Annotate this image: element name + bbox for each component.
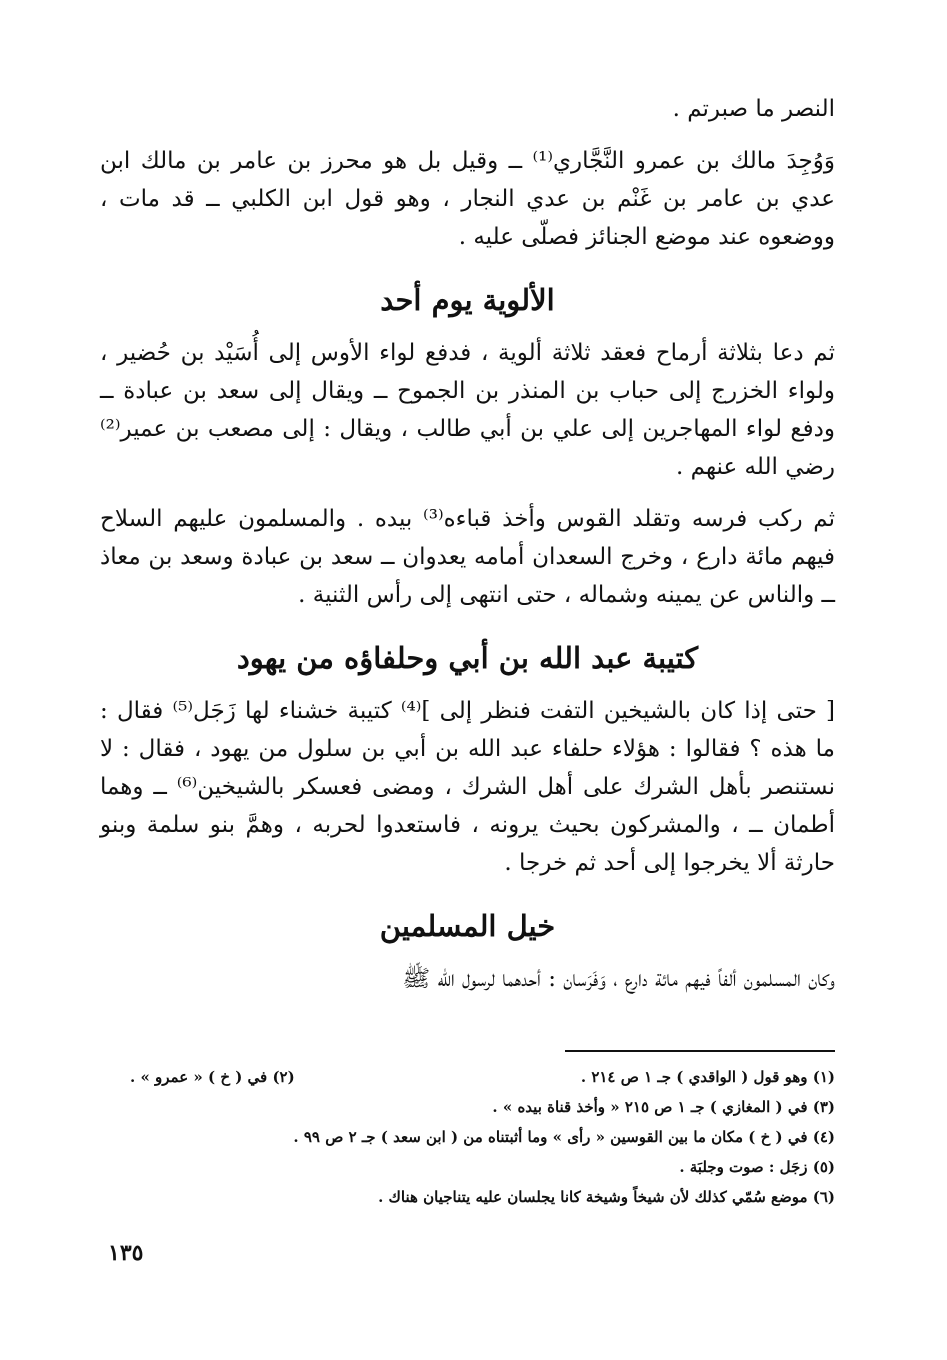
footnote-5: (٥) زجَل : صوت وجلبَة .: [679, 1158, 835, 1176]
section-heading-banners: الألوية يوم أحد: [380, 283, 555, 317]
footnote-1: (١) وهو قول ( الواقدي ) جـ ١ ص ٢١٤ .: [580, 1068, 835, 1086]
section-heading-abdullah-battalion: كتيبة عبد الله بن أبي وحلفاؤه من يهود: [236, 641, 699, 675]
section-heading-muslim-horses: خيل المسلمين: [379, 909, 556, 943]
footnote-2: (٢) في ( خ ) « عمرو » .: [130, 1068, 295, 1086]
paragraph-horses: وكان المسلمون ألفاً فيهم مائة دارع ، وَفَرَسان : أحدهما لرسول الله ﷺ: [402, 966, 835, 992]
paragraph-banners: ثم دعا بثلاثة أرماح فعقد ثلاثة ألوية ، فدفع لواء الأوس إلى أُسَيْد بن حُضير ، ولواء الخزرج إلى حباب بن المنذر بن الجموح ــ ويقال إلى سعد بن عبادة ــ ودفع لواء المهاجرين إلى علي بن أبي طالب ، ويقال : إلى مصعب بن عمير⁽²⁾ رضي الله عنهم .: [100, 340, 835, 480]
footnote-4: (٤) في ( خ ) مكان ما بين القوسين « رأى » وما أثبتناه من ( ابن سعد ) جـ ٢ ص ٩٩ .: [293, 1128, 835, 1146]
footnote-3: (٣) في ( المغازي ) جـ ١ ص ٢١٥ « وأخذ قناة بيده » .: [492, 1098, 835, 1116]
page-body: [100, 90, 835, 998]
paragraph-departure: ثم ركب فرسه وتقلد القوس وأخذ قباءه⁽³⁾ بيده . والمسلمون عليهم السلاح فيهم مائة دارع ، وخرج السعدان أمامه يعدوان ــ سعد بن عبادة وسعد بن معاذ ــ والناس عن يمينه وشماله ، حتى انتهى إلى رأس الثنية .: [100, 506, 835, 608]
page-number: ١٣٥: [108, 1240, 144, 1266]
paragraph-najjari: وَوُجِدَ مالك بن عمرو النَّجَّاري⁽¹⁾ ــ وقيل بل هو محرز بن عامر بن مالك ابن عدي بن عامر بن غَنْم بن عدي النجار ، وهو قول ابن الكلبي ــ قد مات ، ووضعوه عند موضع الجنائز فصلّى عليه .: [100, 148, 835, 250]
footnotes: [100, 1062, 835, 1212]
footnote-6: (٦) موضع سُمّي كذلك لأن شيخاً وشيخة كانا يجلسان عليه يتناجيان هناك .: [378, 1188, 835, 1206]
paragraph-opening-line: النصر ما صبرتم .: [672, 96, 835, 122]
footnote-divider: [565, 1050, 835, 1052]
footnote-row: [100, 1062, 835, 1092]
paragraph-shaykhayn: [ حتى إذا كان بالشيخين التفت فنظر إلى ]⁽⁴⁾ كتيبة خشناء لها زَجَل⁽⁵⁾ فقال : ما هذه ؟ فقالوا : هؤلاء حلفاء عبد الله بن أبي بن سلول من يهود ، فقال : لا نستنصر بأهل الشرك على أهل الشرك ، ومضى فعسكر بالشيخين⁽⁶⁾ ــ وهما أطمان ــ ، والمشركون بحيث يرونه ، فاستعدوا لحربه ، وهمَّ بنو سلمة وبنو حارثة ألا يخرجوا إلى أحد ثم خرجا .: [100, 698, 835, 876]
